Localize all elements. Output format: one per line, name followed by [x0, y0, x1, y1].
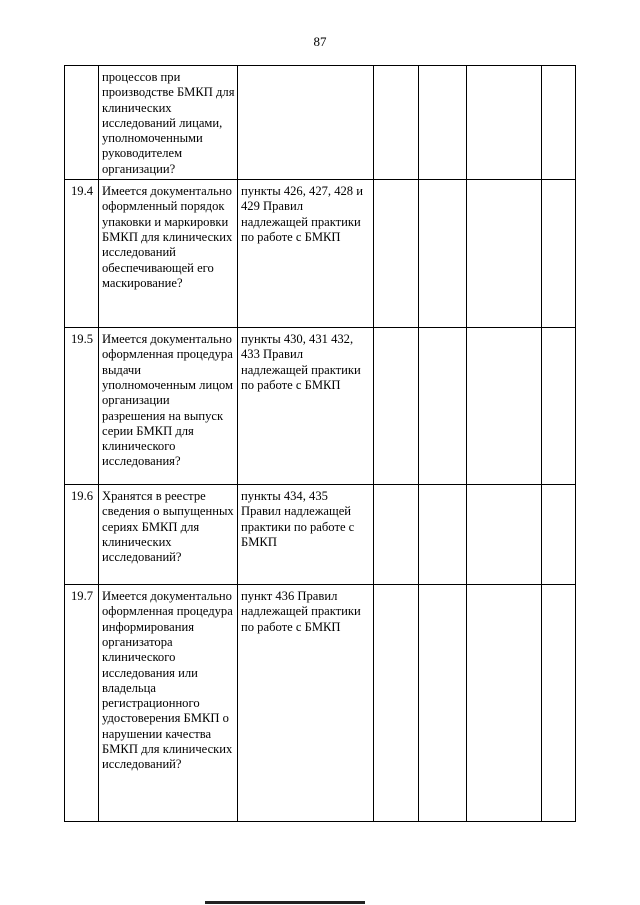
regulation-reference: пункт 436 Правил надлежащей практики по работе с БМКП [238, 585, 374, 822]
regulation-reference: пункты 426, 427, 428 и 429 Правил надлежащей практики по работе с БМКП [238, 180, 374, 328]
requirement-question: Хранятся в реестре сведения о выпущенных сериях БМКП для клинических исследований? [99, 485, 238, 585]
regulation-reference: пункты 430, 431 432, 433 Правил надлежащей практики по работе с БМКП [238, 328, 374, 485]
table-row [65, 485, 576, 585]
answer-cell-yes [374, 66, 419, 180]
answer-cell-no [419, 66, 467, 180]
answer-cell-no [419, 180, 467, 328]
row-number: 19.4 [65, 180, 99, 328]
regulation-reference: пункты 434, 435 Правил надлежащей практики по работе с БМКП [238, 485, 374, 585]
answer-cell-not-applicable [467, 485, 542, 585]
answer-cell-not-applicable [467, 66, 542, 180]
requirement-question: Имеется документально оформленный порядок упаковки и маркировки БМКП для клинических исследований обеспечивающей его маскирование? [99, 180, 238, 328]
row-number [65, 66, 99, 180]
row-number: 19.7 [65, 585, 99, 822]
answer-cell-not-applicable [467, 585, 542, 822]
page-number: 87 [313, 34, 327, 49]
row-number: 19.6 [65, 485, 99, 585]
answer-cell-no [419, 485, 467, 585]
answer-cell-note [542, 180, 576, 328]
scan-edge-mark [205, 901, 365, 904]
answer-cell-no [419, 328, 467, 485]
regulation-reference [238, 66, 374, 180]
answer-cell-yes [374, 485, 419, 585]
answer-cell-yes [374, 585, 419, 822]
table-row [65, 66, 576, 180]
table-row [65, 585, 576, 822]
requirement-question: Имеется документально оформленная процедура информирования организатора клинического исследования или владельца регистрационного удостоверения БМКП о нарушении качества БМКП для клинических исследований? [99, 585, 238, 822]
answer-cell-not-applicable [467, 180, 542, 328]
checklist-table [64, 65, 576, 822]
answer-cell-not-applicable [467, 328, 542, 485]
answer-cell-note [542, 66, 576, 180]
answer-cell-note [542, 485, 576, 585]
requirement-question: Имеется документально оформленная процедура выдачи уполномоченным лицом организации разрешения на выпуск серии БМКП для клинического исследования? [99, 328, 238, 485]
table-row [65, 328, 576, 485]
table-row [65, 180, 576, 328]
row-number: 19.5 [65, 328, 99, 485]
answer-cell-yes [374, 180, 419, 328]
answer-cell-note [542, 585, 576, 822]
answer-cell-yes [374, 328, 419, 485]
answer-cell-note [542, 328, 576, 485]
requirement-question: процессов при производстве БМКП для клинических исследований лицами, уполномоченными руководителем организации? [99, 66, 238, 180]
answer-cell-no [419, 585, 467, 822]
